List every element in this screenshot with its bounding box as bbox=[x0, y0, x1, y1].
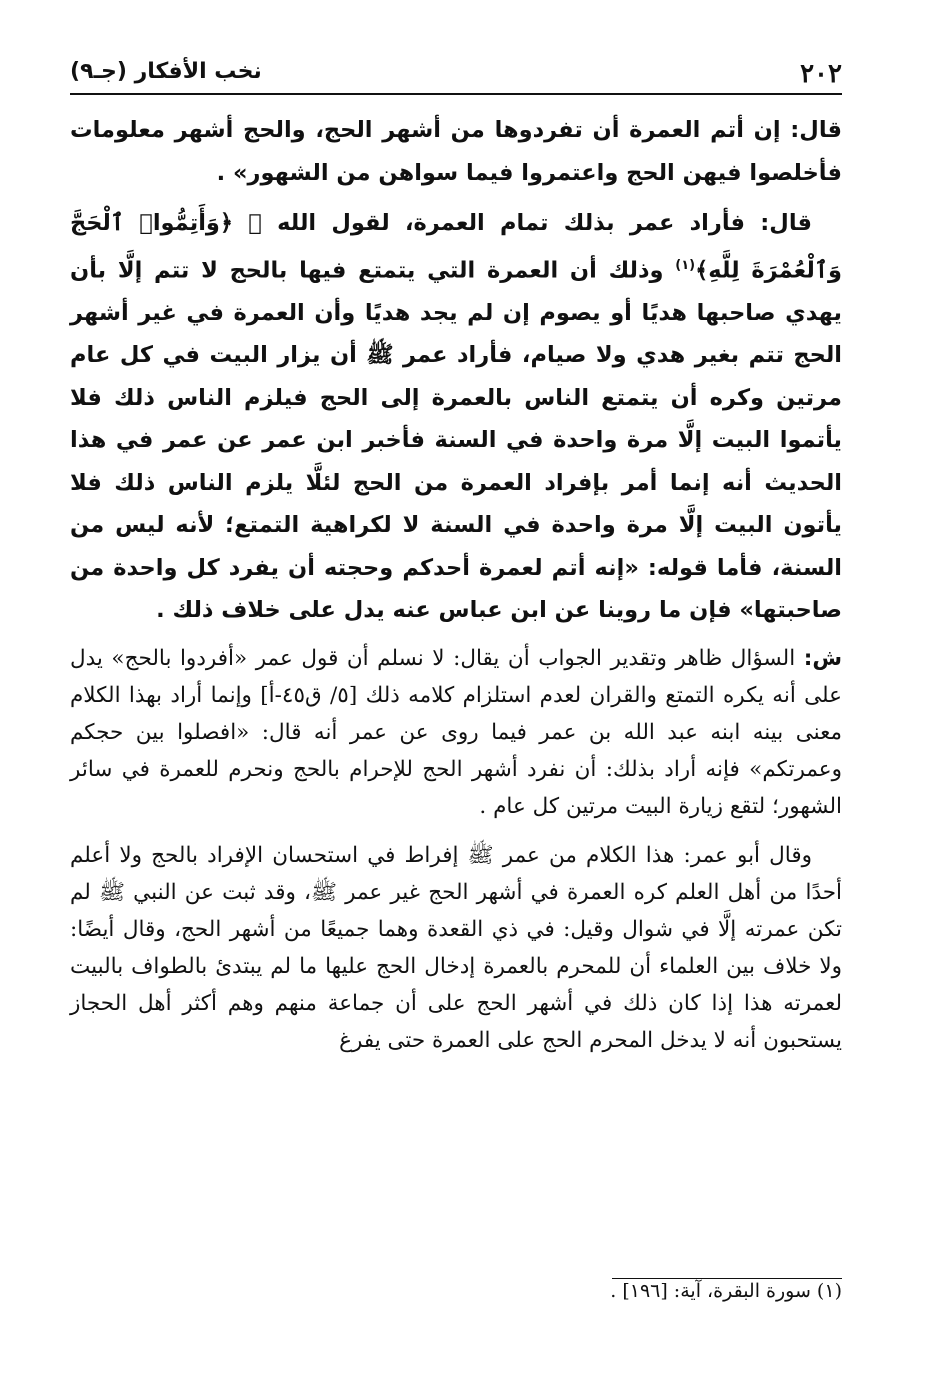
paragraph-author-commentary bbox=[70, 202, 842, 632]
footnote-divider bbox=[612, 1278, 842, 1279]
running-title: نخب الأفكار (جـ٩) bbox=[70, 59, 262, 84]
footnote: (١) سورة البقرة، آية: [١٩٦] . bbox=[610, 1280, 842, 1302]
page-header bbox=[70, 55, 842, 95]
page-number: ٢٠٢ bbox=[800, 59, 842, 89]
footnote-reference: (١) bbox=[675, 257, 696, 273]
paragraph-abu-umar: وقال أبو عمر: هذا الكلام من عمر ﷺ إفراط في استحسان الإفراد بالحج ولا أعلم أحدًا من أهل العلم كره العمرة في أشهر الحج غير عمر ﷺ، وقد ثبت عن النبي ﷺ لم تكن عمرته إلَّا في شوال وقيل: في ذي القعدة وهما جميعًا من أشهر الحج، وقال أيضًا: ولا خلاف بين العلماء أن للمحرم بالعمرة إدخال الحج عليها ما لم يبتدئ بالطواف بالبيت لعمرته هذا إذا كان ذلك في أشهر الحج على أن جماعة منهم وهم أكثر أهل الحجاز يستحبون أنه لا يدخل المحرم الحج على العمرة حتى يفرغ bbox=[70, 842, 842, 1053]
quran-quote-text: قال: فأراد عمر بذلك تمام العمرة، لقول الله ﷻ ﴿وَأَتِمُّوا۟ ٱلْحَجَّ وَٱلْعُمْرَةَ لِلَّهِ﴾ bbox=[70, 210, 842, 283]
paragraph-hadith-end: قال: إن أتم العمرة أن تفردوها من أشهر الحج، والحج أشهر معلومات فأخلصوا فيهن الحج واعتمروا فيما سواهن من الشهور» . bbox=[70, 117, 842, 186]
sharh-marker: ش: bbox=[803, 645, 842, 671]
explanation-text: السؤال ظاهر وتقدير الجواب أن يقال: لا نسلم أن قول عمر «أفردوا بالحج» يدل على أنه يكره التمتع والقران لعدم استلزام كلامه ذلك [٥/ ق٤٥-أ] وإنما أراد بهذا الكلام معنى بينه ابنه عبد الله بن عمر فيما روى عن عمر أنه قال: «افصلوا بين حجكم وعمرتكم» فإنه أراد بذلك: أن نفرد أشهر الحج للإحرام بالحج ونحرم للعمرة في سائر الشهور؛ لتقع زيارة البيت مرتين كل عام . bbox=[70, 645, 842, 819]
book-page bbox=[70, 55, 842, 1375]
paragraph-explanation bbox=[70, 640, 842, 825]
main-text bbox=[70, 109, 842, 1059]
paragraph-continuation: وذلك أن العمرة التي يتمتع فيها بالحج لا تتم إلَّا بأن يهدي صاحبها هديًا أو يصوم إن لم يجد هديًا وأن العمرة في غير أشهر الحج تتم بغير هدي ولا صيام، فأراد عمر ﷺ أن يزار البيت في كل عام مرتين وكره أن يتمتع الناس بالعمرة إلى الحج فيلزم الناس ذلك فلا يأتموا البيت إلَّا مرة واحدة في السنة فأخبر ابن عمر عن عمر في هذا الحديث أنه إنما أمر بإفراد العمرة من الحج لئلَّا يلزم الناس ذلك فلا يأتون البيت إلَّا مرة واحدة في السنة لا لكراهية التمتع؛ لأنه ليس من السنة، فأما قوله: «إنه أتم لعمرة أحدكم وحجته أن يفرد كل واحدة من صاحبتها» فإن ما روينا عن ابن عباس عنه يدل على خلاف ذلك . bbox=[70, 257, 842, 623]
